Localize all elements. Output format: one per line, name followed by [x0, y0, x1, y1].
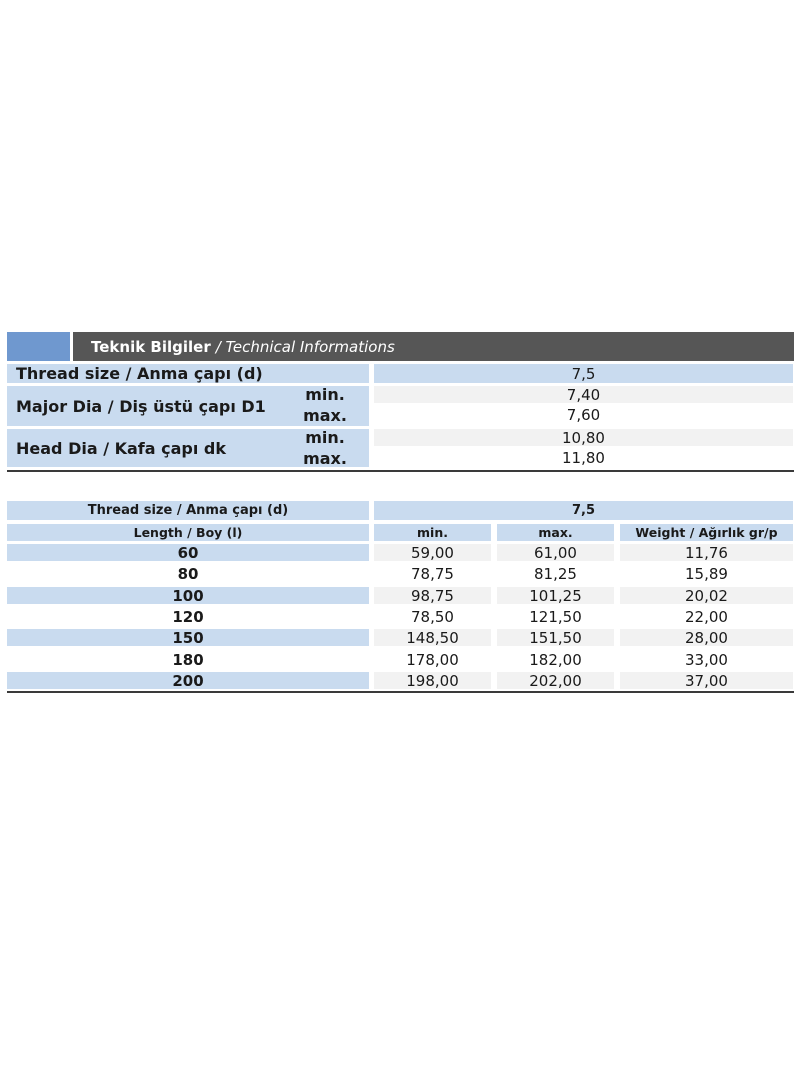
section-title-tr: Teknik Bilgiler — [91, 337, 211, 356]
major-min-label: min. — [305, 384, 345, 404]
major-max-label: max. — [303, 405, 347, 425]
weight-cell: 28,00 — [620, 629, 793, 646]
length-cell: 80 — [7, 565, 369, 582]
thread-size-value: 7,5 — [374, 364, 793, 383]
max-cell: 151,50 — [497, 629, 614, 646]
max-cell: 101,25 — [497, 587, 614, 604]
weight-cell: 11,76 — [620, 544, 793, 561]
min-cell: 59,00 — [374, 544, 491, 561]
weight-cell: 20,02 — [620, 587, 793, 604]
max-cell: 182,00 — [497, 651, 614, 668]
min-cell: 198,00 — [374, 672, 491, 689]
head-dia-label-text: Head Dia / Kafa çapı dk — [16, 438, 227, 458]
section-title-en: / Technical Informations — [215, 337, 395, 356]
min-column-header: min. — [374, 524, 491, 541]
min-cell: 78,50 — [374, 608, 491, 625]
weight-column-header: Weight / Ağırlık gr/p — [620, 524, 793, 541]
header-accent-block — [7, 332, 70, 361]
min-cell: 148,50 — [374, 629, 491, 646]
max-cell: 81,25 — [497, 565, 614, 582]
head-max-label: max. — [303, 448, 347, 468]
major-dia-label-text: Major Dia / Diş üstü çapı D1 — [16, 396, 266, 416]
head-min-label: min. — [305, 427, 345, 447]
length-column-header: Length / Boy (l) — [7, 524, 369, 541]
t2-thread-size-label: Thread size / Anma çapı (d) — [7, 501, 369, 520]
length-cell: 180 — [7, 651, 369, 668]
table1-bottom-rule — [7, 470, 794, 472]
weight-cell: 37,00 — [620, 672, 793, 689]
t2-thread-size-value: 7,5 — [374, 501, 793, 520]
head-min-value: 10,80 — [374, 429, 793, 446]
thread-size-label: Thread size / Anma çapı (d) — [7, 364, 369, 383]
section-title-bar — [73, 332, 794, 361]
length-cell: 150 — [7, 629, 369, 646]
weight-cell: 22,00 — [620, 608, 793, 625]
min-cell: 98,75 — [374, 587, 491, 604]
length-cell: 100 — [7, 587, 369, 604]
length-cell: 120 — [7, 608, 369, 625]
length-cell: 60 — [7, 544, 369, 561]
major-min-value: 7,40 — [374, 386, 793, 403]
max-cell: 121,50 — [497, 608, 614, 625]
weight-cell: 33,00 — [620, 651, 793, 668]
min-cell: 78,75 — [374, 565, 491, 582]
weight-cell: 15,89 — [620, 565, 793, 582]
max-cell: 202,00 — [497, 672, 614, 689]
max-cell: 61,00 — [497, 544, 614, 561]
min-cell: 178,00 — [374, 651, 491, 668]
head-max-value: 11,80 — [374, 448, 793, 467]
max-column-header: max. — [497, 524, 614, 541]
major-max-value: 7,60 — [374, 405, 793, 425]
table2-bottom-rule — [7, 691, 794, 693]
length-cell: 200 — [7, 672, 369, 689]
